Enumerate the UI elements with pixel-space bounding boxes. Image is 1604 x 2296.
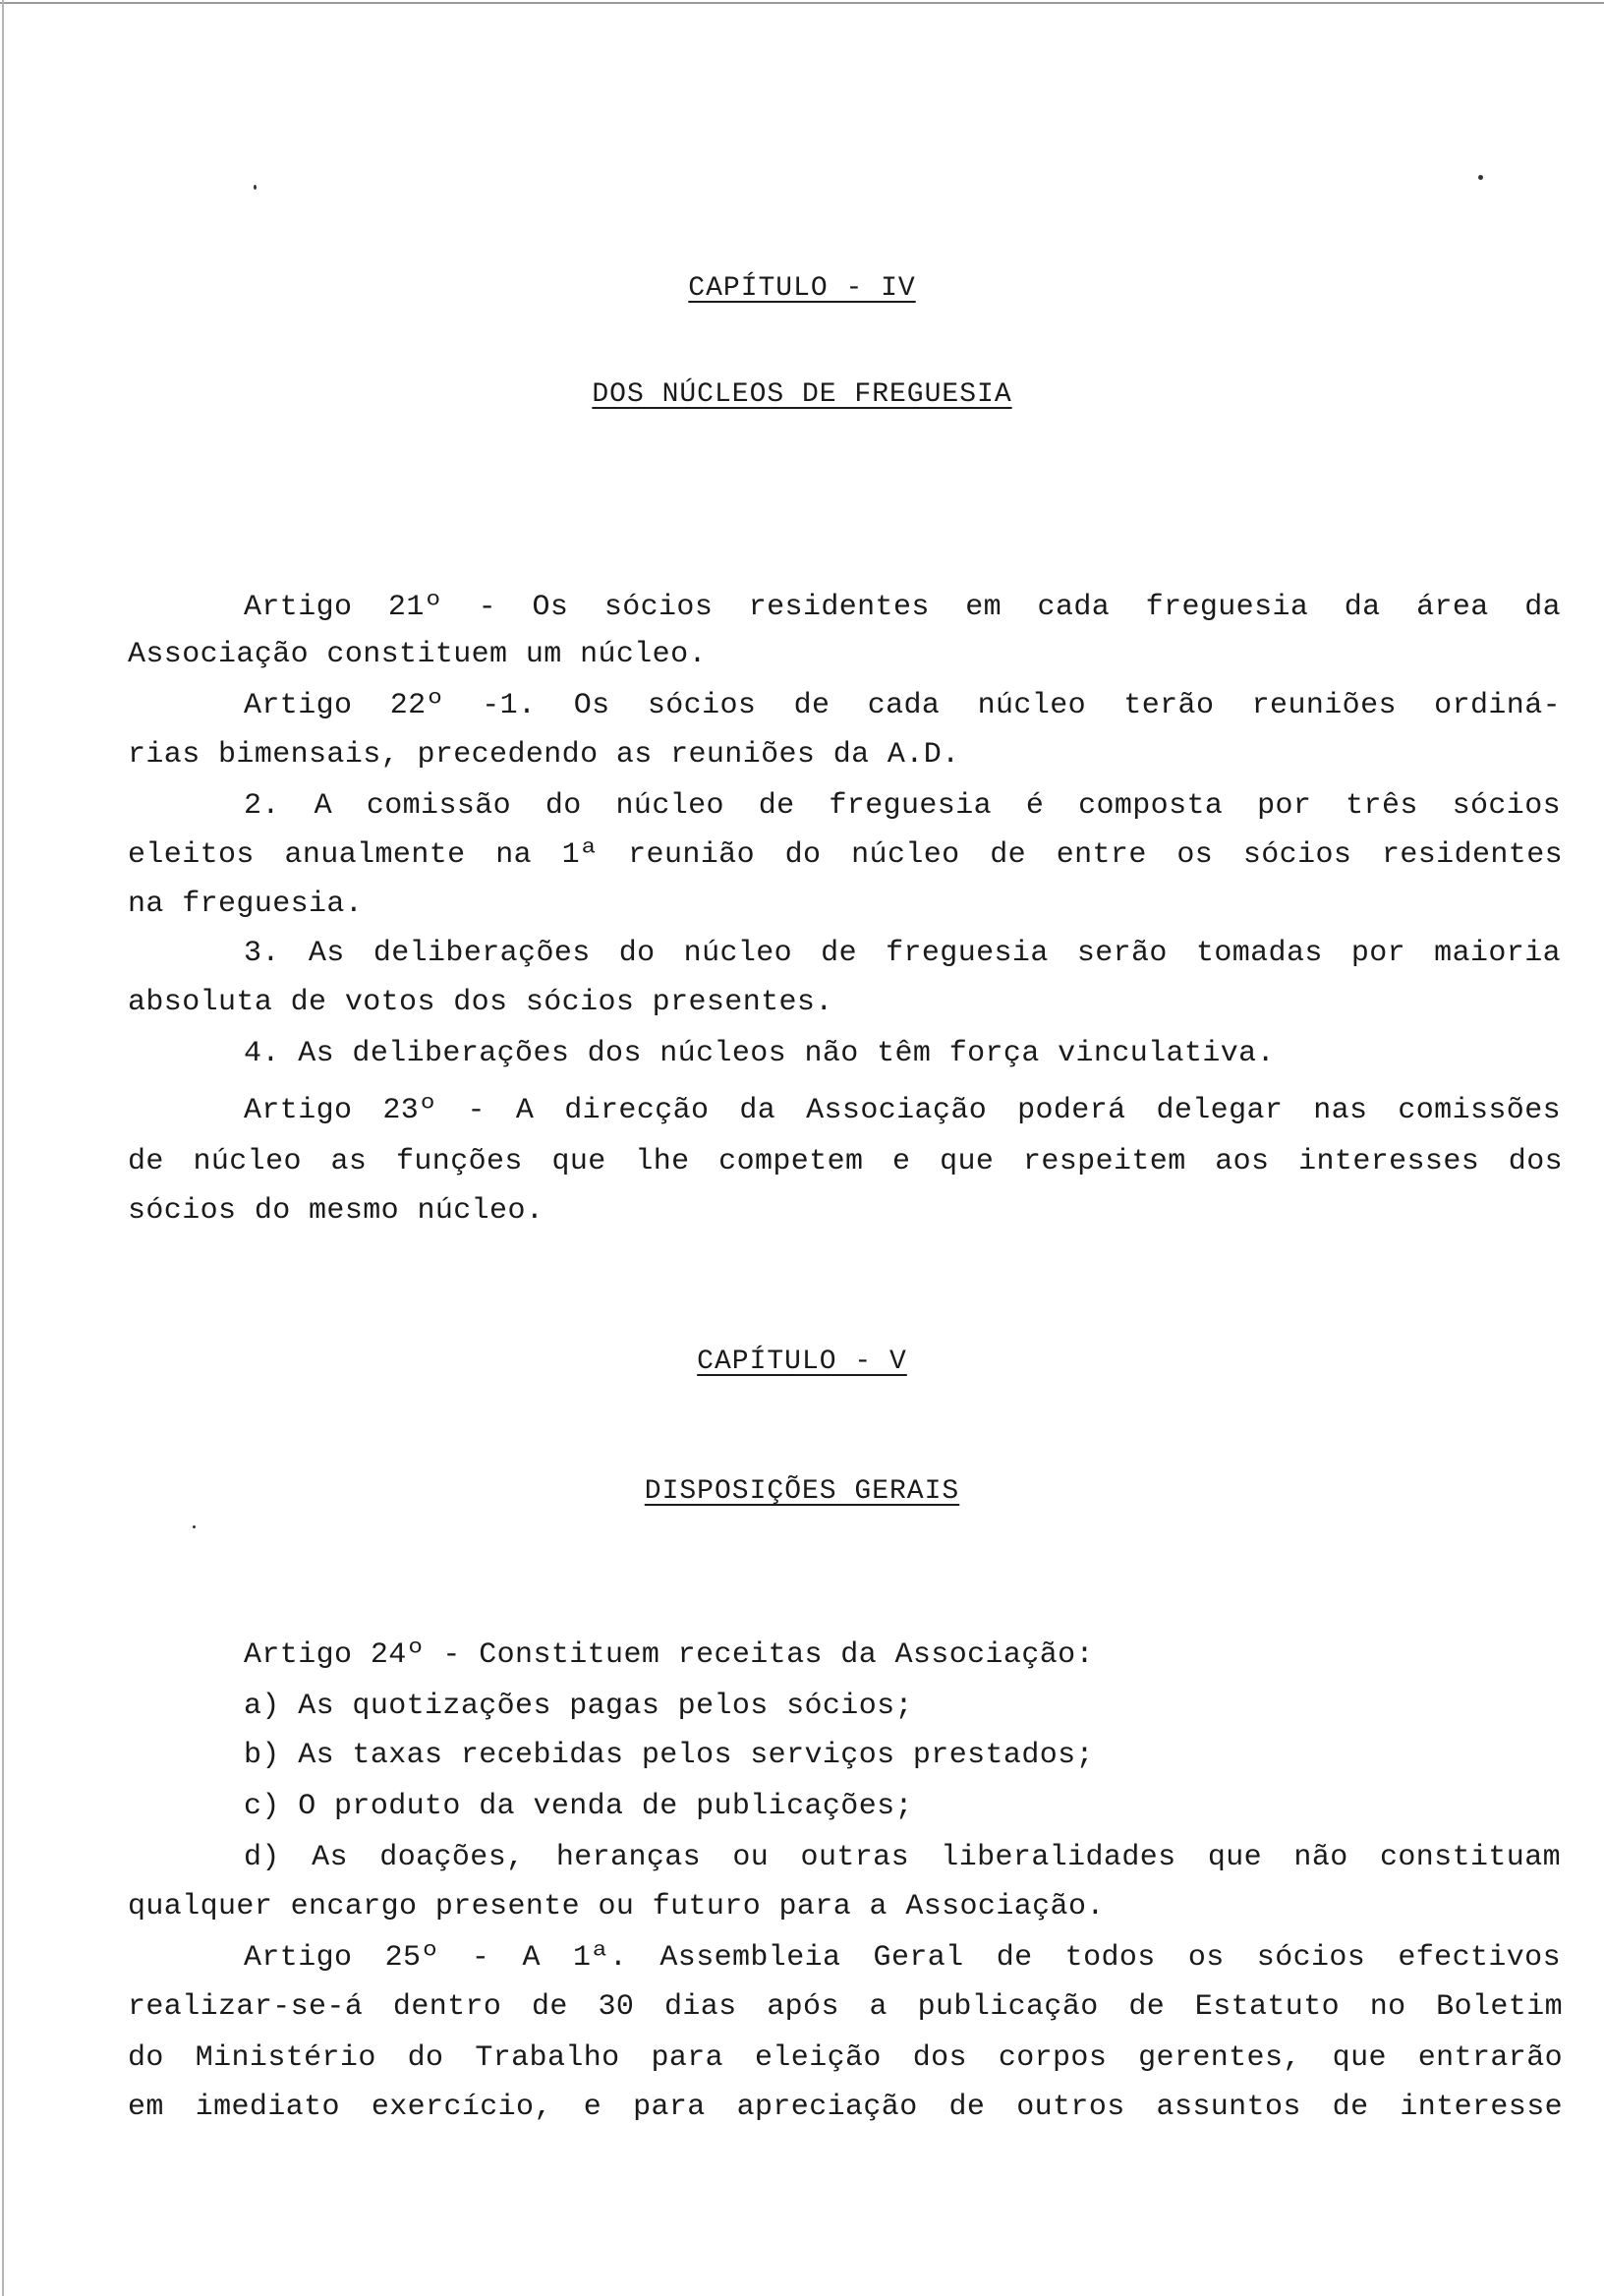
text-line: absoluta de votos dos sócios presentes. [128,986,833,1019]
scan-speck [1478,175,1483,180]
scan-edge-left [2,0,4,2296]
text-line: em imediato exercício, e para apreciação de outros assuntos de interesse [128,2091,1563,2124]
text-line: 4. As deliberações dos núcleos não têm força vinculativa. [244,1037,1275,1070]
text-line: Artigo 21º - Os sócios residentes em cada freguesia da área da [244,591,1561,624]
text-line: d) As doações, heranças ou outras liberalidades que não constituam [244,1841,1561,1874]
text-line: de núcleo as funções que lhe competem e que respeitem aos interesses dos [128,1145,1563,1178]
text-line: do Ministério do Trabalho para eleição dos corpos gerentes, que entrarão [128,2041,1563,2075]
text-line: c) O produto da venda de publicações; [244,1790,913,1823]
text-line: b) As taxas recebidas pelos serviços prestados; [244,1739,1094,1772]
text-line: Artigo 24º - Constituem receitas da Associação: [244,1638,1094,1672]
text-line: sócios do mesmo núcleo. [128,1194,544,1228]
chapter-title: CAPÍTULO - V [697,1347,907,1377]
text-line: 3. As deliberações do núcleo de freguesia serão tomadas por maioria [244,937,1561,970]
text-line: 2. A comissão do núcleo de freguesia é composta por três sócios [244,789,1561,823]
scan-speck [254,185,257,190]
text-line: realizar-se-á dentro de 30 dias após a publicação de Estatuto no Boletim [128,1990,1563,2024]
text-line: na freguesia. [128,888,364,921]
chapter-subtitle: DISPOSIÇÕES GERAIS [644,1476,960,1507]
chapter-title: CAPÍTULO - IV [688,273,916,304]
text-line: qualquer encargo presente ou futuro para a Associação. [128,1890,1105,1923]
text-line: Associação constituem um núcleo. [128,638,707,671]
chapter-subtitle: DOS NÚCLEOS DE FREGUESIA [592,379,1012,410]
scan-speck [193,1525,196,1528]
text-line: Artigo 22º -1. Os sócios de cada núcleo terão reuniões ordiná- [244,689,1561,722]
text-line: a) As quotizações pagas pelos sócios; [244,1690,913,1723]
text-line: eleitos anualmente na 1ª reunião do núcleo de entre os sócios residentes [128,838,1563,872]
text-line: Artigo 23º - A direcção da Associação poderá delegar nas comissões [244,1094,1561,1127]
text-line: rias bimensais, precedendo as reuniões da A.D. [128,738,960,772]
text-line: Artigo 25º - A 1ª. Assembleia Geral de todos os sócios efectivos [244,1941,1561,1975]
scan-edge-top [0,2,1604,4]
